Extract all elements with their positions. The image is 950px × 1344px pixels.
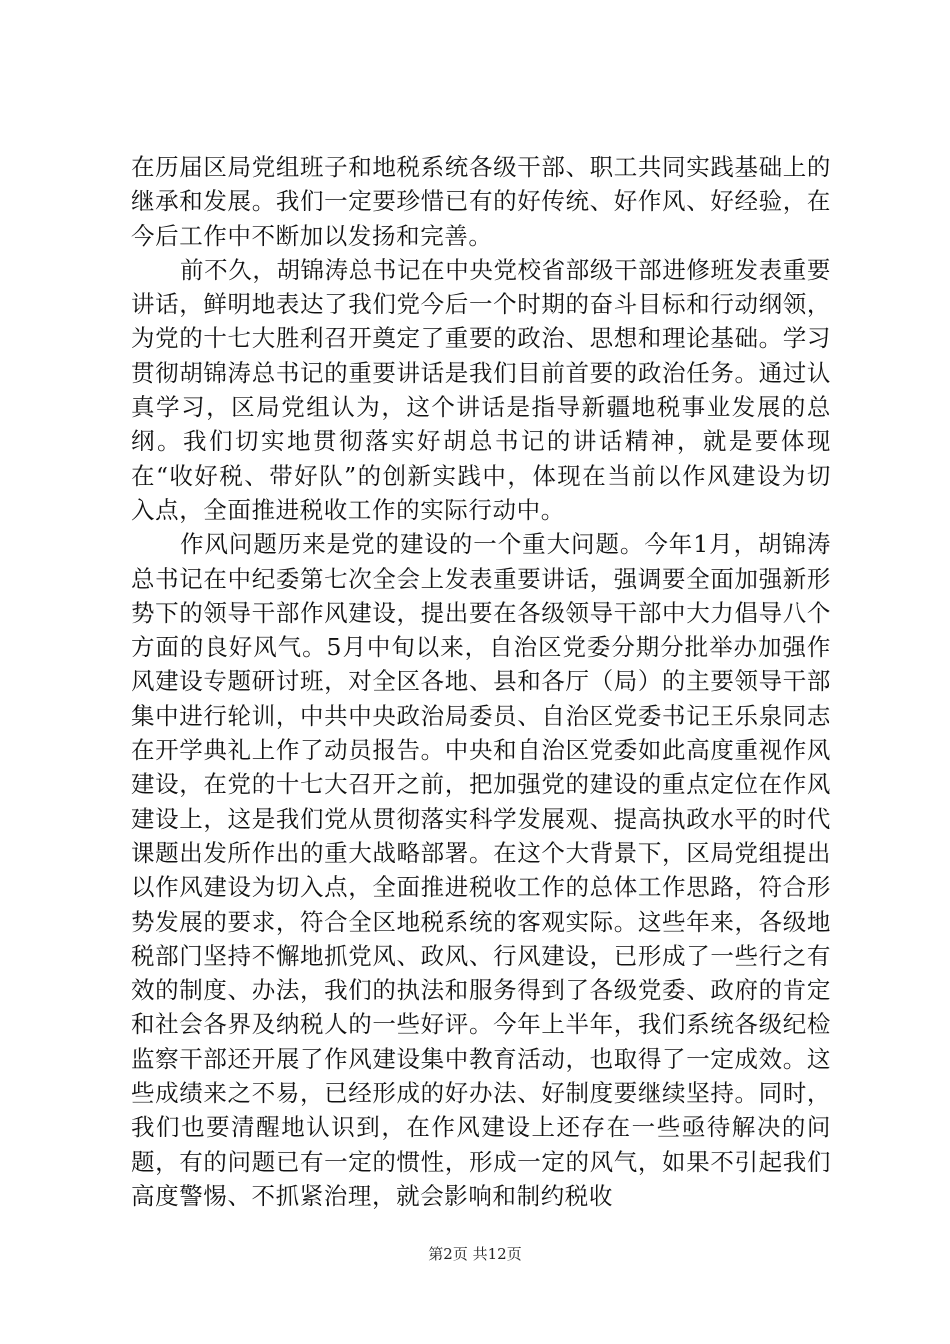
paragraph-1: 在历届区局党组班子和地税系统各级干部、职工共同实践基础上的继承和发展。我们一定要珍惜已有的好传统、好作风、好经验，在今后工作中不断加以发扬和完善。: [131, 153, 831, 250]
document-body: [131, 150, 831, 1213]
paragraph-3: 作风问题历来是党的建设的一个重大问题。今年1月，胡锦涛总书记在中纪委第七次全会上发表重要讲话，强调要全面加强新形势下的领导干部作风建设，提出要在各级领导干部中大力倡导八个方面的良好风气。5月中旬以来，自治区党委分期分批举办加强作风建设专题研讨班，对全区各地、县和各厅（局）的主要领导干部集中进行轮训，中共中央政治局委员、自治区党委书记王乐泉同志在开学典礼上作了动员报告。中央和自治区党委如此高度重视作风建设，在党的十七大召开之前，把加强党的建设的重点定位在作风建设上，这是我们党从贯彻落实科学发展观、提高执政水平的时代课题出发所作出的重大战略部署。在这个大背景下，区局党组提出以作风建设为切入点，全面推进税收工作的总体工作思路，符合形势发展的要求，符合全区地税系统的客观实际。这些年来，各级地税部门坚持不懈地抓党风、政风、行风建设，已形成了一些行之有效的制度、办法，我们的执法和服务得到了各级党委、政府的肯定和社会各界及纳税人的一些好评。今年上半年，我们系统各级纪检监察干部还开展了作风建设集中教育活动，也取得了一定成效。这些成绩来之不易，已经形成的好办法、好制度要继续坚持。同时，我们也要清醒地认识到，在作风建设上还存在一些亟待解决的问题，有的问题已有一定的惯性，形成一定的风气，如果不引起我们高度警惕、不抓紧治理，就会影响和制约税收: [131, 530, 831, 1210]
paragraph-2: 前不久，胡锦涛总书记在中央党校省部级干部进修班发表重要讲话，鲜明地表达了我们党今后一个时期的奋斗目标和行动纲领，为党的十七大胜利召开奠定了重要的政治、思想和理论基础。学习贯彻胡锦涛总书记的重要讲话是我们目前首要的政治任务。通过认真学习，区局党组认为，这个讲话是指导新疆地税事业发展的总纲。我们切实地贯彻落实好胡总书记的讲话精神，就是要体现在“收好税、带好队”的创新实践中，体现在当前以作风建设为切入点，全面推进税收工作的实际行动中。: [131, 255, 831, 524]
page-number-footer: 第2页 共12页: [428, 1245, 522, 1263]
